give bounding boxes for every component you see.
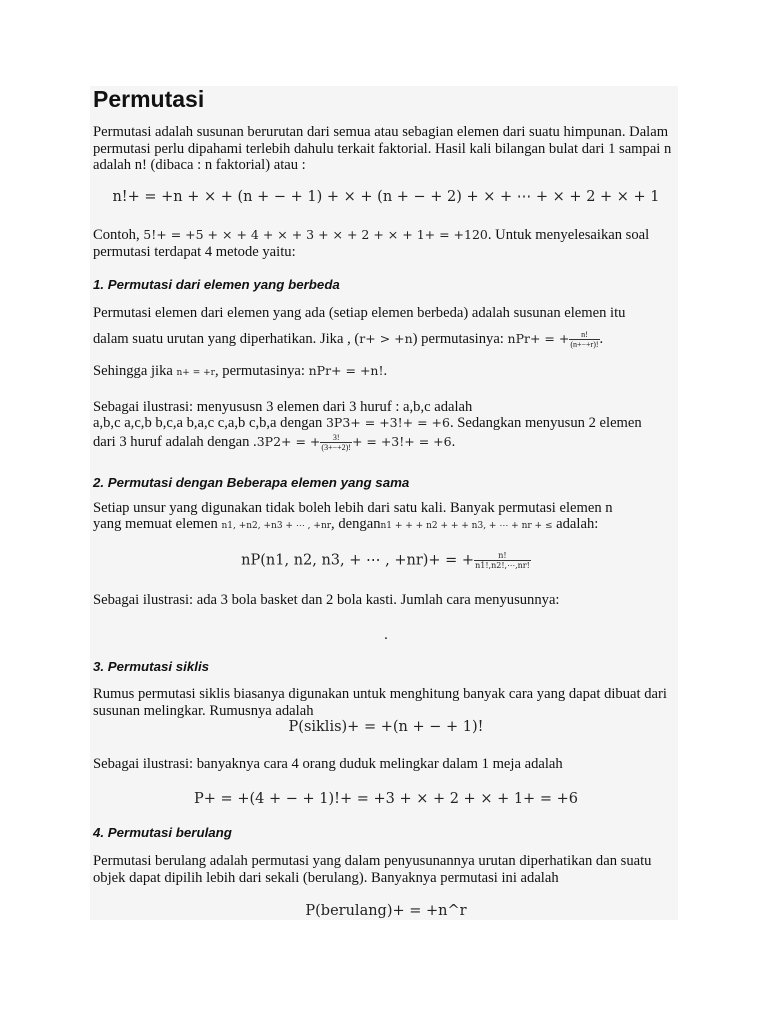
section-1-line-3-math: n+ = +r — [176, 368, 215, 378]
section-2-formula-lhs: nP(n1, n2, n3, + ⋯ , +nr)+ = + — [241, 552, 475, 569]
section-1-line-3: Sehingga jika n+ = +r, permutasinya: nPr+ = +n!. — [93, 363, 388, 379]
section-2-line-2-text-b: , dengan — [331, 516, 381, 532]
illustration-2-text: a,b,c a,c,b b,c,a b,a,c c,a,b c,b,a dengan — [93, 415, 323, 431]
section-3-illustration: Sebagai ilustrasi: banyaknya cara 4 orang duduk melingkar dalam 1 meja adalah — [93, 756, 563, 772]
section-3-text: Rumus permutasi siklis biasanya digunakan untuk menghitung banyak cara yang dapat dibuat dari susunan melingkar. Rumusnya adalah — [93, 686, 667, 719]
section-1-line-1: Permutasi elemen dari elemen yang ada (setiap elemen berbeda) adalah susunan elemen itu — [93, 305, 626, 321]
example-math: 5!+ = +5 + × + 4 + × + 3 + × + 2 + × + 1+ = +120 — [143, 227, 488, 242]
section-1-line-3-text-b: , permutasinya: — [214, 363, 305, 379]
section-4-formula: P(berulang)+ = +n^r — [305, 903, 467, 919]
section-2-result-dot: . — [384, 627, 388, 643]
illustration-3-formula: 3P2+ = + — [256, 433, 321, 449]
section-1-line-2: dalam suatu urutan yang diperhatikan. Jika , (r+ > +n) permutasinya: nPr+ = + $\frac{n!}{(n+-+r)!}$ . — [93, 330, 604, 349]
page-title: Permutasi — [93, 86, 205, 112]
section-3-illustration-formula: P+ = +(4 + − + 1)!+ = +3 + × + 2 + × + 1+ = +6 — [194, 791, 578, 807]
section-4-text: Permutasi berulang adalah permutasi yang dalam penyusunannya urutan diperhatikan dan suatu objek dapat dipilih lebih dari sekali (berulang). Banyaknya permutasi ini adalah — [93, 853, 652, 886]
section-4-heading: 4. Permutasi berulang — [93, 825, 232, 840]
section-2-elements-math: n1, +n2, +n3 + ⋯ , +nr — [221, 521, 332, 531]
fraction-numerator: n! — [474, 551, 531, 561]
section-1-illustration-2 — [93, 415, 679, 432]
illustration-3-text: dari 3 huruf adalah dengan . — [93, 433, 257, 450]
section-1-illustration-3: dari 3 huruf adalah dengan .3P2+ = + $\frac{3!}{(3+-+2)!}$ + = +3!+ = +6. — [93, 433, 456, 452]
section-2-illustration: Sebagai ilustrasi: ada 3 bola basket dan 2 bola kasti. Jumlah cara menyusunnya: — [93, 592, 560, 608]
section-2-heading: 2. Permutasi dengan Beberapa elemen yang sama — [93, 475, 410, 490]
section-1-illustration-1: Sebagai ilustrasi: menyususn 3 elemen dari 3 huruf : a,b,c adalah — [93, 399, 473, 415]
section-1-inline-math: r+ > +n — [359, 330, 413, 346]
illustration-2-math: 3P3+ = +3!+ = +6 — [325, 415, 450, 430]
section-2-condition-math: n1 + + + n2 + + + n3, + ⋯ + nr + ≤ — [380, 521, 553, 531]
section-1-heading: 1. Permutasi dari elemen yang berbeda — [93, 277, 340, 292]
fraction-denominator: (3+−+2)! — [321, 443, 351, 452]
example-prefix: Contoh, — [93, 227, 140, 243]
illustration-3-tail: + = +3!+ = +6 — [351, 433, 452, 449]
section-1-fraction — [569, 330, 599, 349]
fraction-denominator: n1!,n2!,⋯,nr! — [475, 561, 530, 570]
section-2-formula — [93, 551, 679, 570]
example-suffix: . Untuk menyelesaikan soal permutasi terdapat 4 metode yaitu: — [93, 227, 650, 260]
intro-paragraph: Permutasi adalah susunan berurutan dari semua atau sebagian elemen dari suatu himpunan. Dalam permutasi perlu dipahami terlebih dahulu terkait faktorial. Hasil kali bilangan bulat dari 1 sampai n adalah n! (dibaca : n faktorial) atau : — [93, 124, 672, 173]
section-3-heading: 3. Permutasi siklis — [93, 659, 210, 674]
section-1-perm-formula: nPr+ = + — [507, 330, 570, 346]
example-paragraph — [93, 227, 679, 260]
section-3-formula: P(siklis)+ = +(n + − + 1)! — [288, 719, 484, 735]
section-2-fraction — [474, 551, 531, 570]
section-1-line-2-text: dalam suatu urutan yang diperhatikan. Jika , ( — [93, 330, 360, 347]
section-2-line-2 — [93, 516, 679, 535]
fraction-numerator: 3! — [320, 433, 352, 443]
illustration-2-text-b: . Sedangkan menyusun 2 elemen — [449, 415, 642, 431]
section-2-line-2-text: yang memuat elemen — [93, 516, 218, 532]
section-2-line-2-text-c: adalah: — [556, 516, 599, 532]
section-1-line-3-formula: nPr+ = +n! — [308, 363, 384, 378]
factorial-formula: n!+ = +n + × + (n + − + 1) + × + (n + − + 2) + × + ⋯ + × + 2 + × + 1 — [112, 189, 660, 205]
fraction-numerator: n! — [569, 330, 599, 340]
section-2-line-1: Setiap unsur yang digunakan tidak boleh lebih dari satu kali. Banyak permutasi elemen n — [93, 500, 613, 516]
illustration-3-fraction — [320, 433, 352, 452]
section-1-line-2-text-b: ) permutasinya: — [412, 330, 504, 347]
fraction-denominator: (n+−+r)! — [570, 340, 599, 349]
section-1-line-3-text: Sehingga jika — [93, 363, 173, 379]
